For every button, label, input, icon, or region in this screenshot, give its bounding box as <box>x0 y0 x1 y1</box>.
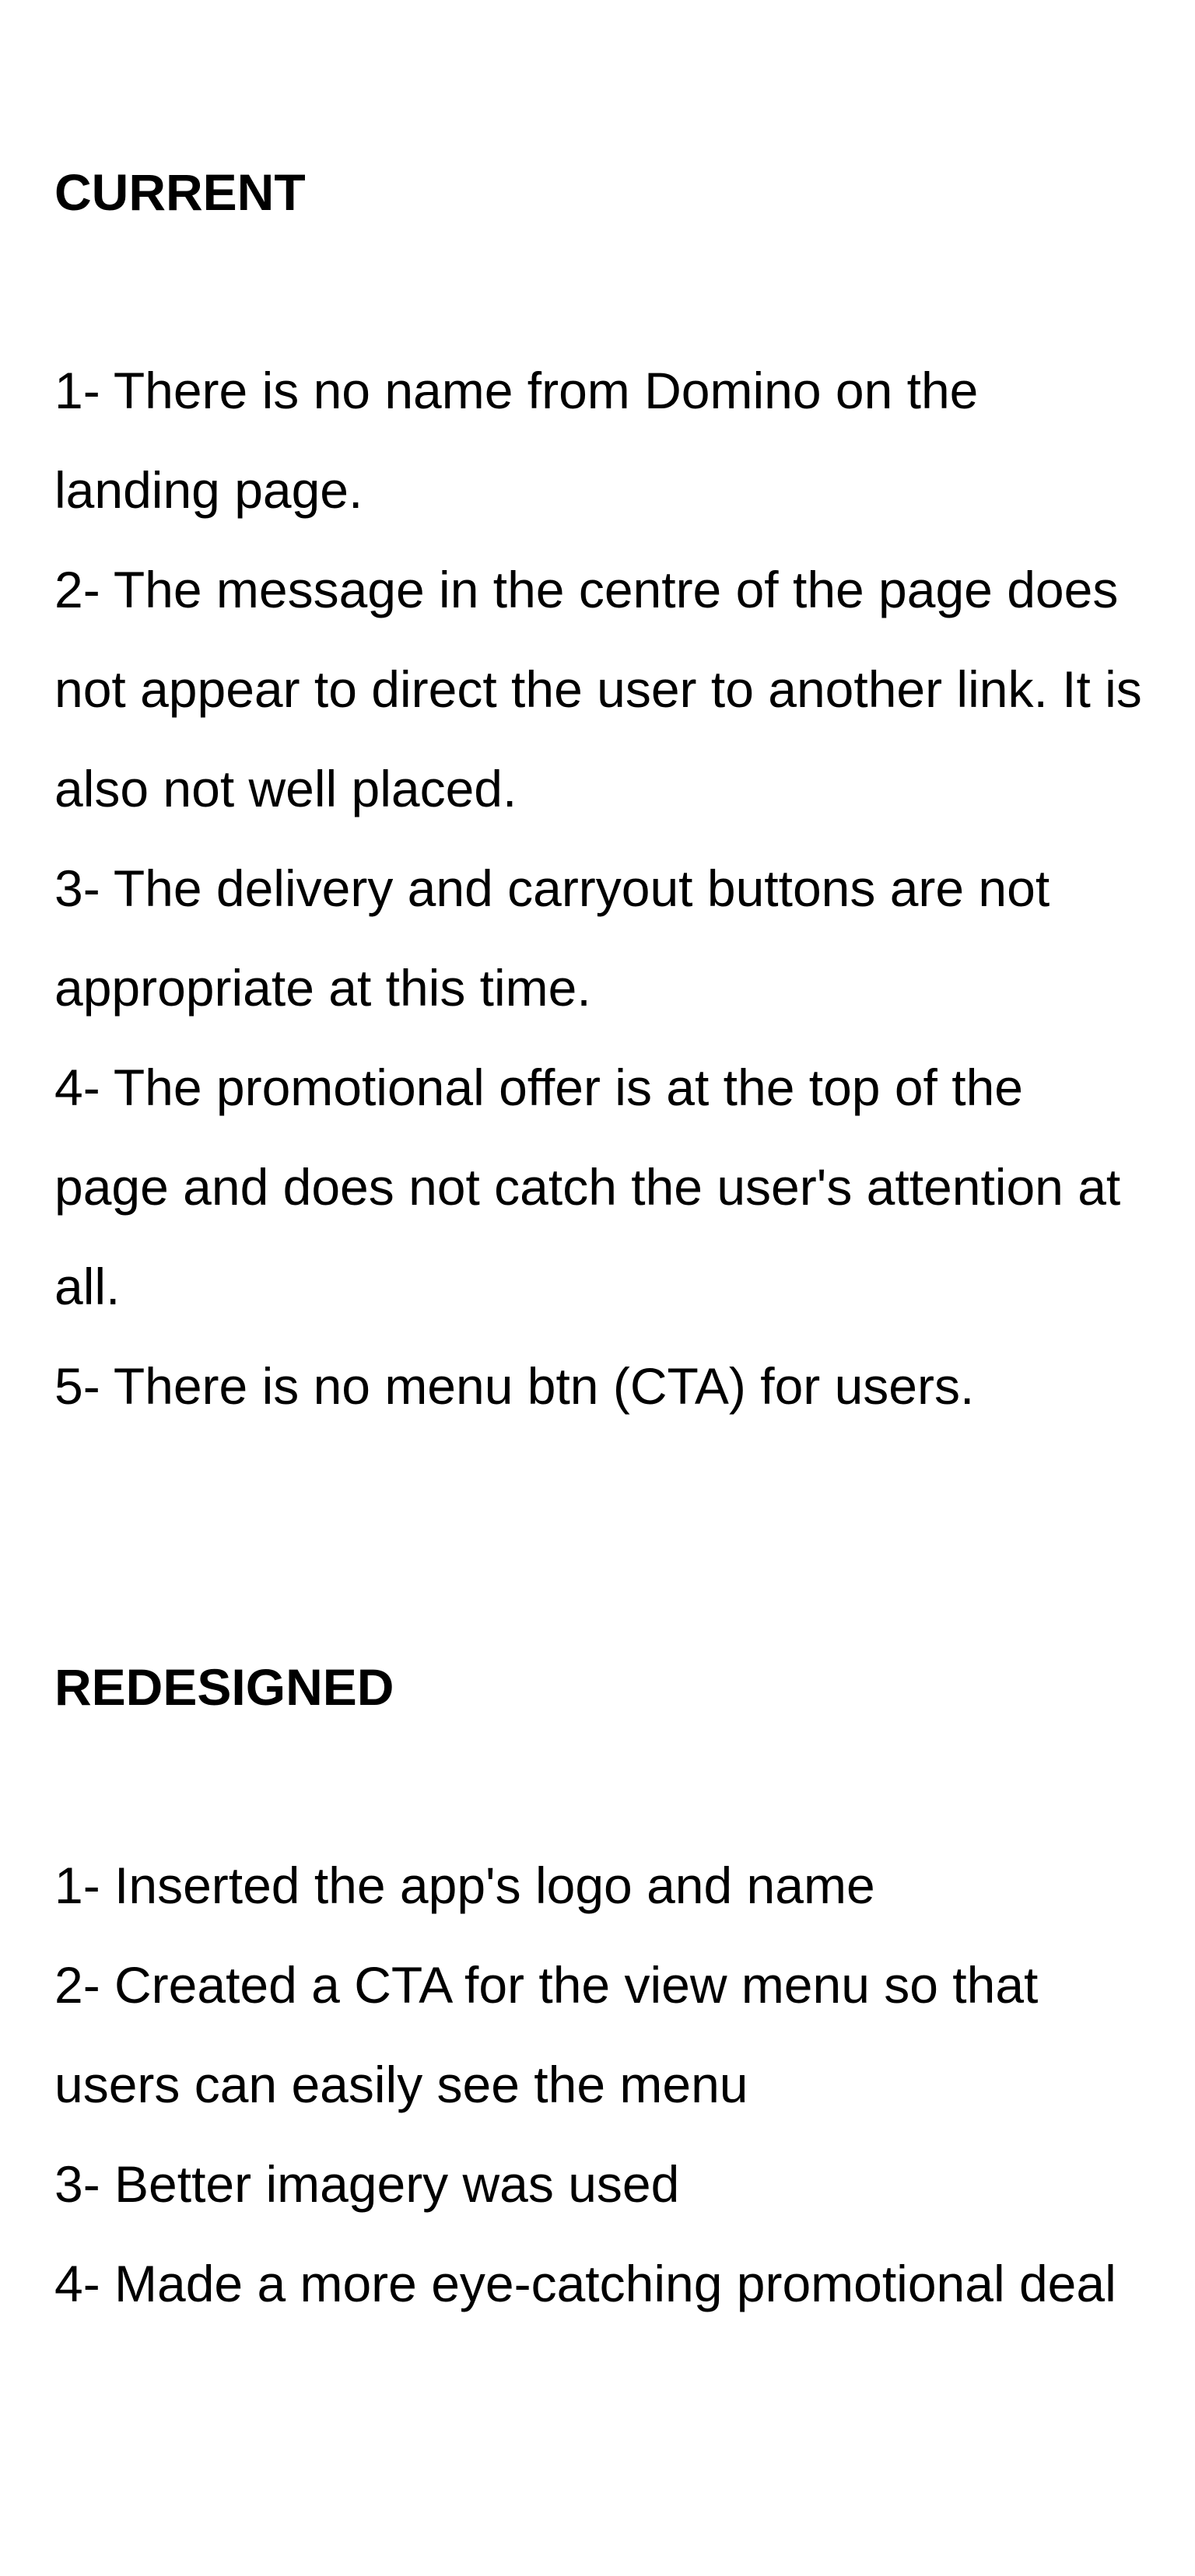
current-issue-item: 4- The promotional offer is at the top of the page and does not catch the user's attention at all. <box>54 1059 1121 1315</box>
redesigned-change-item: 3- Better imagery was used <box>54 2155 680 2213</box>
current-issues-list <box>54 341 1151 1436</box>
redesigned-changes-list <box>54 1836 1151 2333</box>
current-issue-item: 5- There is no menu btn (CTA) for users. <box>54 1357 975 1415</box>
current-issue-item: 2- The message in the centre of the page does not appear to direct the user to another link. It is also not well placed. <box>54 561 1142 817</box>
redesigned-change-item: 2- Created a CTA for the view menu so that users can easily see the menu <box>54 1956 1039 2113</box>
redesigned-change-item: 4- Made a more eye-catching promotional deal <box>54 2255 1116 2312</box>
redesigned-change-item: 1- Inserted the app's logo and name <box>54 1857 875 1914</box>
redesigned-section-heading: REDESIGNED <box>54 1658 394 1716</box>
current-section-heading: CURRENT <box>54 163 306 221</box>
current-issue-item: 3- The delivery and carryout buttons are not appropriate at this time. <box>54 859 1050 1017</box>
current-issue-item: 1- There is no name from Domino on the landing page. <box>54 362 979 519</box>
